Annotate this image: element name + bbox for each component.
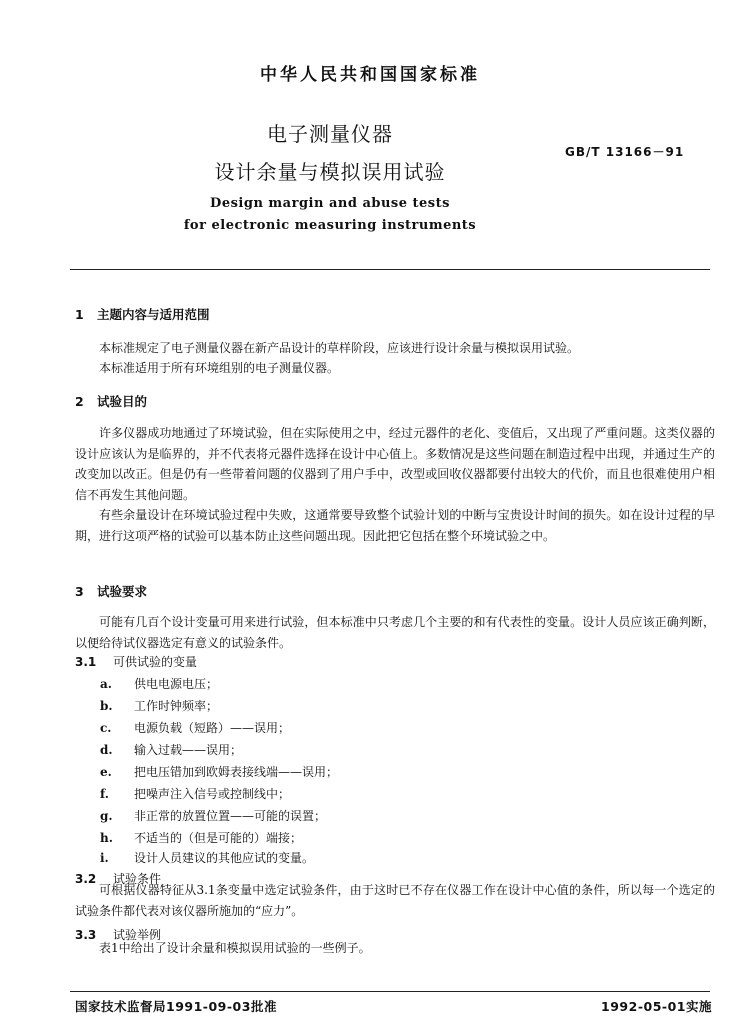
- section-number: 2: [75, 394, 84, 409]
- list-item-letter: e.: [100, 765, 112, 779]
- section-number: 1: [75, 307, 84, 322]
- list-item-letter: b.: [100, 699, 113, 713]
- subsection-number: 3.3: [75, 928, 97, 942]
- list-item-text: 把噪声注入信号或控制线中；: [134, 787, 291, 801]
- english-title-line1: Design margin and abuse tests: [210, 196, 450, 211]
- section-2-paragraph-2: 有些余量设计在环境试验过程中失败，这通常要导致整个试验计划的中断与宝贵设计时间的损失。如在设计过程的早期，进行这项严格的试验可以基本防止这些问题出现。因此把它包括在整个环境试验之中。: [75, 508, 715, 543]
- list-item: [100, 785, 290, 802]
- section-2-paragraph-1: 许多仪器成功地通过了环境试验，但在实际使用之中，经过元器件的老化、变值后，又出现了严重问题。这类仪器的设计应该认为是临界的，并不代表将元器件选择在设计中心值上。多数情况是这些问题在制造过程中出现，并通过生产的改变加以改正。但是仍有一些带着问题的仪器到了用户手中，改型或回收仪器都要付出较大的代价，而且也很难使用户相信不再发生其他问题。: [75, 426, 715, 502]
- list-item-letter: h.: [100, 831, 113, 845]
- standard-code: GB/T 13166－91: [565, 145, 685, 159]
- list-item-text: 输入过载——误用；: [134, 743, 243, 757]
- list-item: [100, 849, 314, 866]
- list-item-text: 电源负载（短路）——误用；: [134, 721, 291, 735]
- section-3-heading: [75, 582, 147, 600]
- list-item-letter: f.: [100, 787, 109, 801]
- list-item: [100, 763, 338, 780]
- list-item: [100, 719, 290, 736]
- subsection-number: 3.2: [75, 872, 97, 886]
- list-item-text: 把电压错加到欧姆表接线端——误用；: [134, 765, 339, 779]
- document-title-line1: 电子测量仪器: [267, 122, 393, 146]
- approval-date: 国家技术监督局1991-09-03批准: [75, 999, 277, 1014]
- list-item-text: 不适当的（但是可能的）端接；: [134, 831, 303, 845]
- section-1-paragraph-1: 本标准规定了电子测量仪器在新产品设计的草样阶段，应该进行设计余量与模拟误用试验。: [99, 341, 580, 355]
- subsection-title: 试验条件: [113, 872, 162, 886]
- section-3-paragraph-1: 可能有几百个设计变量可用来进行试验，但本标准中只考虑几个主要的和有代表性的变量。设计人员应该正确判断，以便给待试仪器选定有意义的试验条件。: [75, 615, 715, 650]
- list-item-text: 工作时钟频率；: [134, 699, 219, 713]
- list-item-letter: d.: [100, 743, 113, 757]
- document-title-line2: 设计余量与模拟误用试验: [214, 160, 446, 184]
- section-2-heading: [75, 392, 147, 410]
- section-1-paragraph-2: 本标准适用于所有环境组别的电子测量仪器。: [99, 361, 340, 375]
- list-item: [100, 675, 218, 692]
- list-item-text: 非正常的放置位置——可能的误置；: [134, 809, 327, 823]
- subsection-3-3-paragraph: 表1中给出了设计余量和模拟误用试验的一些例子。: [99, 941, 371, 955]
- list-item-letter: g.: [100, 809, 113, 823]
- subsection-number: 3.1: [75, 655, 97, 669]
- subsection-title: 可供试验的变量: [113, 655, 198, 669]
- section-title: 主题内容与适用范围: [97, 307, 210, 322]
- english-title-line2: for electronic measuring instruments: [183, 218, 477, 233]
- section-number: 3: [75, 584, 84, 599]
- national-standard-label: 中华人民共和国国家标准: [260, 65, 480, 85]
- subsection-3-1-heading: [75, 653, 197, 670]
- list-item: [100, 741, 242, 758]
- section-1-heading: [75, 305, 210, 323]
- list-item-text: 设计人员建议的其他应试的变量。: [134, 851, 315, 865]
- header-divider: [70, 269, 710, 270]
- list-item-letter: a.: [100, 677, 112, 691]
- subsection-title: 试验举例: [113, 928, 162, 942]
- section-title: 试验目的: [97, 394, 148, 409]
- list-item: [100, 829, 302, 846]
- list-item: [100, 697, 218, 714]
- footer-divider: [70, 991, 710, 992]
- list-item-letter: i.: [100, 851, 109, 865]
- list-item-letter: c.: [100, 721, 112, 735]
- section-title: 试验要求: [97, 584, 148, 599]
- list-item-text: 供电电源电压；: [134, 677, 219, 691]
- implementation-date: 1992-05-01实施: [601, 999, 712, 1014]
- list-item: [100, 807, 326, 824]
- subsection-3-2-paragraph: 可根据仪器特征从3.1条变量中选定试验条件，由于这时已不存在仪器工作在设计中心值的条件，所以每一个选定的试验条件都代表对该仪器所施加的“应力”。: [75, 883, 715, 918]
